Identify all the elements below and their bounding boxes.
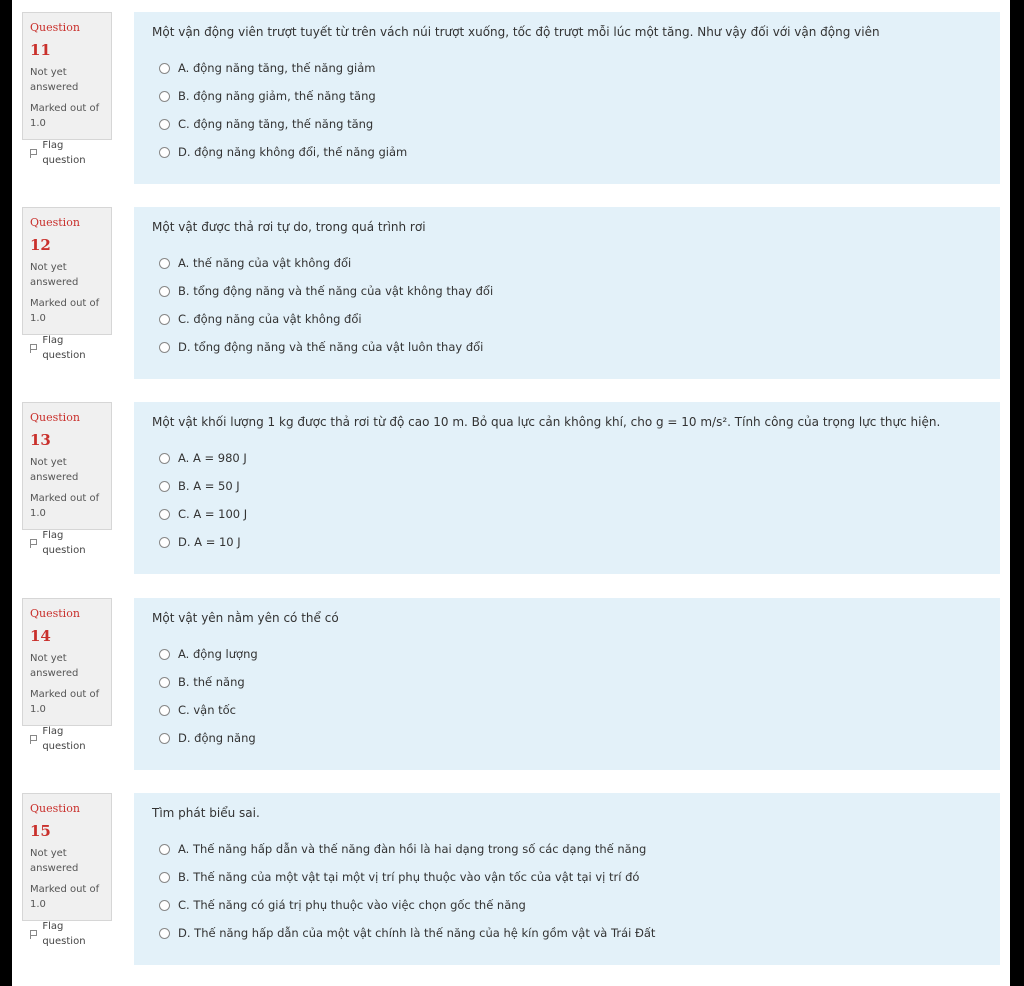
question-grade: Marked out of 1.0 bbox=[30, 689, 100, 715]
radio-button[interactable] bbox=[159, 91, 170, 102]
flag-question-link[interactable]: Flag question bbox=[30, 919, 104, 949]
question-text: Một vật khối lượng 1 kg được thả rơi từ độ cao 10 m. Bỏ qua lực cản không khí, cho g = 10 m/s². Tính công của trọng lực thực hiện. bbox=[152, 415, 941, 429]
question-content bbox=[134, 402, 1000, 574]
answer-option[interactable]: B. động năng giảm, thế năng tăng bbox=[152, 82, 982, 110]
answer-option[interactable]: C. Thế năng có giá trị phụ thuộc vào việc chọn gốc thế năng bbox=[152, 891, 982, 919]
question-13 bbox=[22, 402, 1010, 574]
question-content bbox=[134, 793, 1000, 965]
question-text: Một vật yên nằm yên có thể có bbox=[152, 611, 339, 625]
flag-question-link[interactable]: Flag question bbox=[30, 138, 104, 168]
radio-button[interactable] bbox=[159, 677, 170, 688]
flag-question-link[interactable]: Flag question bbox=[30, 724, 104, 754]
answer-option[interactable]: A. A = 980 J bbox=[152, 444, 982, 472]
question-14 bbox=[22, 598, 1010, 770]
answer-option[interactable]: C. động năng tăng, thế năng tăng bbox=[152, 110, 982, 138]
question-info bbox=[22, 793, 112, 947]
radio-button[interactable] bbox=[159, 481, 170, 492]
question-state: Not yet answered bbox=[30, 848, 79, 874]
radio-button[interactable] bbox=[159, 342, 170, 353]
question-number: Question 14 bbox=[30, 607, 80, 645]
radio-button[interactable] bbox=[159, 928, 170, 939]
flag-icon bbox=[30, 539, 37, 548]
radio-button[interactable] bbox=[159, 733, 170, 744]
answer-option[interactable]: D. động năng không đổi, thế năng giảm bbox=[152, 138, 982, 166]
flag-question-link[interactable]: Flag question bbox=[30, 333, 104, 363]
answer-option[interactable]: A. thế năng của vật không đổi bbox=[152, 249, 982, 277]
radio-button[interactable] bbox=[159, 872, 170, 883]
question-text: Một vận động viên trượt tuyết từ trên vách núi trượt xuống, tốc độ trượt mỗi lúc một tăng. Như vậy đối với vận động viên bbox=[152, 25, 880, 39]
question-grade: Marked out of 1.0 bbox=[30, 103, 100, 129]
answer-option[interactable]: D. Thế năng hấp dẫn của một vật chính là thế năng của hệ kín gồm vật và Trái Đất bbox=[152, 919, 982, 947]
answer-option[interactable]: A. Thế năng hấp dẫn và thế năng đàn hồi là hai dạng trong số các dạng thế năng bbox=[152, 835, 982, 863]
question-11 bbox=[22, 12, 1010, 184]
flag-icon bbox=[30, 149, 37, 158]
answer-option[interactable]: D. tổng động năng và thế năng của vật luôn thay đổi bbox=[152, 333, 982, 361]
question-state: Not yet answered bbox=[30, 67, 79, 93]
radio-button[interactable] bbox=[159, 900, 170, 911]
answer-option[interactable]: C. động năng của vật không đổi bbox=[152, 305, 982, 333]
radio-button[interactable] bbox=[159, 63, 170, 74]
question-12 bbox=[22, 207, 1010, 379]
question-info bbox=[22, 402, 112, 556]
answer-option[interactable]: C. vận tốc bbox=[152, 696, 982, 724]
question-info bbox=[22, 207, 112, 361]
question-content bbox=[134, 12, 1000, 184]
radio-button[interactable] bbox=[159, 705, 170, 716]
question-info bbox=[22, 598, 112, 752]
answer-option[interactable]: A. động lượng bbox=[152, 640, 982, 668]
answer-option[interactable]: C. A = 100 J bbox=[152, 500, 982, 528]
radio-button[interactable] bbox=[159, 314, 170, 325]
radio-button[interactable] bbox=[159, 509, 170, 520]
radio-button[interactable] bbox=[159, 286, 170, 297]
answer-option[interactable]: B. thế năng bbox=[152, 668, 982, 696]
question-content bbox=[134, 598, 1000, 770]
question-grade: Marked out of 1.0 bbox=[30, 298, 100, 324]
radio-button[interactable] bbox=[159, 119, 170, 130]
answer-option[interactable]: B. Thế năng của một vật tại một vị trí phụ thuộc vào vận tốc của vật tại vị trí đó bbox=[152, 863, 982, 891]
radio-button[interactable] bbox=[159, 844, 170, 855]
answer-option[interactable]: A. động năng tăng, thế năng giảm bbox=[152, 54, 982, 82]
question-info bbox=[22, 12, 112, 166]
question-state: Not yet answered bbox=[30, 653, 79, 679]
radio-button[interactable] bbox=[159, 147, 170, 158]
question-text: Một vật được thả rơi tự do, trong quá trình rơi bbox=[152, 220, 426, 234]
question-state: Not yet answered bbox=[30, 262, 79, 288]
radio-button[interactable] bbox=[159, 537, 170, 548]
flag-question-link[interactable]: Flag question bbox=[30, 528, 104, 558]
quiz-page bbox=[12, 0, 1010, 986]
question-number: Question 12 bbox=[30, 216, 80, 254]
question-grade: Marked out of 1.0 bbox=[30, 884, 100, 910]
answer-option[interactable]: B. A = 50 J bbox=[152, 472, 982, 500]
answer-option[interactable]: D. A = 10 J bbox=[152, 528, 982, 556]
answer-option[interactable]: D. động năng bbox=[152, 724, 982, 752]
radio-button[interactable] bbox=[159, 649, 170, 660]
question-content bbox=[134, 207, 1000, 379]
question-state: Not yet answered bbox=[30, 457, 79, 483]
flag-icon bbox=[30, 930, 37, 939]
answer-option[interactable]: B. tổng động năng và thế năng của vật không thay đổi bbox=[152, 277, 982, 305]
question-grade: Marked out of 1.0 bbox=[30, 493, 100, 519]
radio-button[interactable] bbox=[159, 258, 170, 269]
question-15 bbox=[22, 793, 1010, 965]
question-number: Question 15 bbox=[30, 802, 80, 840]
question-number: Question 13 bbox=[30, 411, 80, 449]
flag-icon bbox=[30, 735, 37, 744]
question-text: Tìm phát biểu sai. bbox=[152, 806, 260, 820]
radio-button[interactable] bbox=[159, 453, 170, 464]
question-number: Question 11 bbox=[30, 21, 80, 59]
flag-icon bbox=[30, 344, 37, 353]
